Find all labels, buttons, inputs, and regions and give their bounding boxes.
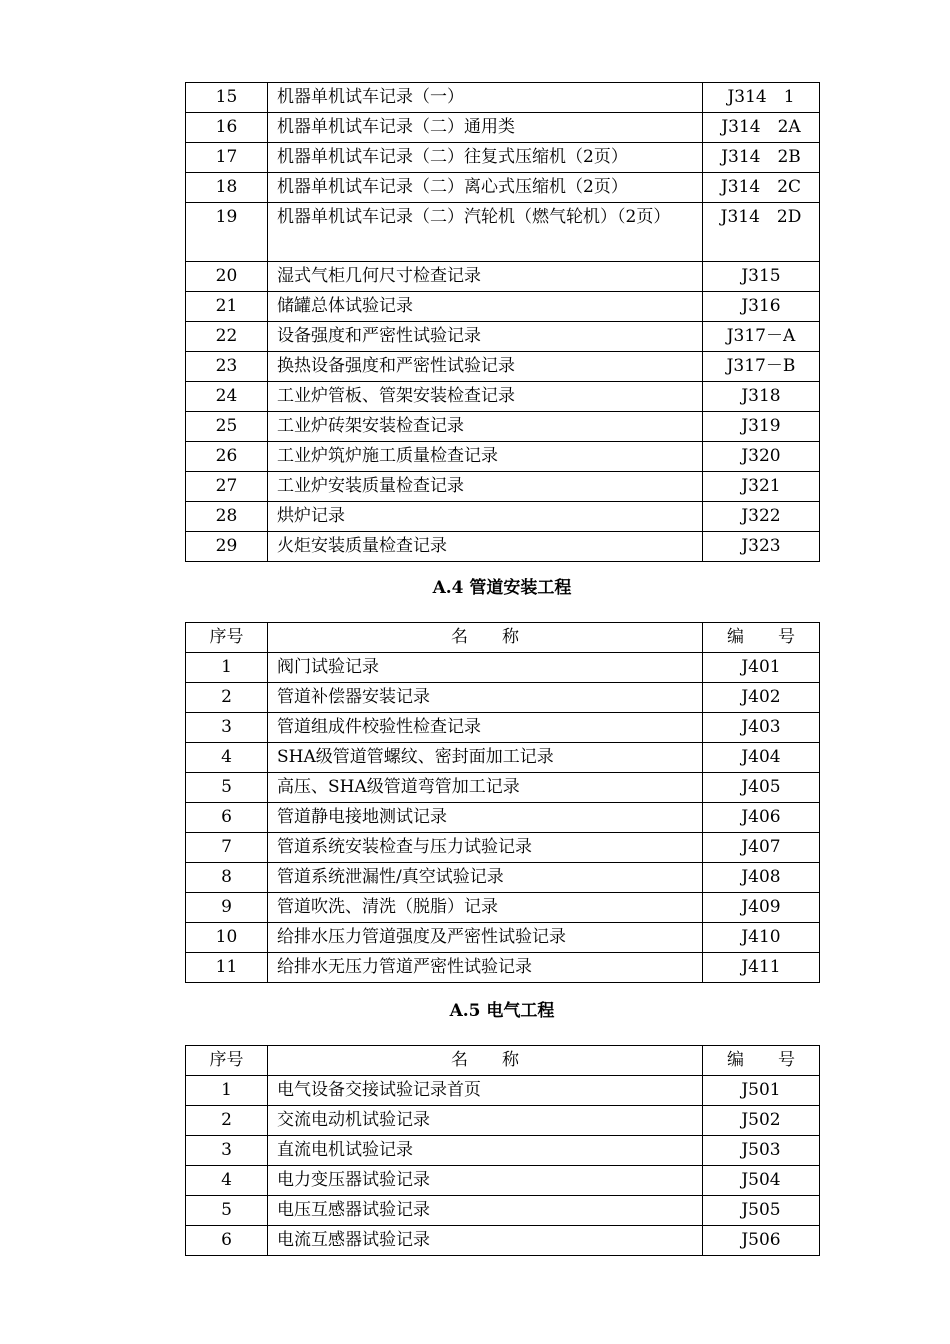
row-number: 16 [186,113,268,143]
row-code: J403 [703,713,820,743]
header-name: 名 称 [268,623,703,653]
row-code: J407 [703,833,820,863]
table-row [186,1166,820,1196]
row-number: 6 [186,803,268,833]
row-number: 17 [186,143,268,173]
row-code: J323 [703,532,820,562]
row-name: 湿式气柜几何尺寸检查记录 [268,262,703,292]
row-code: J314 2C [703,173,820,203]
row-name: 工业炉砖架安装检查记录 [268,412,703,442]
row-code: J319 [703,412,820,442]
row-number: 5 [186,773,268,803]
row-number: 2 [186,1106,268,1136]
row-code: J315 [703,262,820,292]
row-name: 机器单机试车记录（二）汽轮机（燃气轮机）（2页） [268,203,703,262]
table-row [186,203,820,262]
row-code: J405 [703,773,820,803]
row-name: 机器单机试车记录（二）通用类 [268,113,703,143]
table-row [186,653,820,683]
header-number: 序号 [186,623,268,653]
row-name: 电流互感器试验记录 [268,1226,703,1256]
row-name: 管道系统安装检查与压力试验记录 [268,833,703,863]
row-number: 1 [186,653,268,683]
table-row [186,1226,820,1256]
row-code: J410 [703,923,820,953]
table-row [186,292,820,322]
row-name: 火炬安装质量检查记录 [268,532,703,562]
row-code: J506 [703,1226,820,1256]
row-name: 直流电机试验记录 [268,1136,703,1166]
table-row [186,143,820,173]
table-header-row [186,623,820,653]
row-number: 20 [186,262,268,292]
row-name: 管道吹洗、清洗（脱脂）记录 [268,893,703,923]
row-name: 给排水无压力管道严密性试验记录 [268,953,703,983]
row-code: J504 [703,1166,820,1196]
row-code: J314 2B [703,143,820,173]
row-name: 管道静电接地测试记录 [268,803,703,833]
table-row [186,803,820,833]
records-table-a5 [185,1045,820,1256]
row-code: J314 1 [703,83,820,113]
row-number: 24 [186,382,268,412]
row-name: 工业炉管板、管架安装检查记录 [268,382,703,412]
row-name: 机器单机试车记录（一） [268,83,703,113]
row-number: 25 [186,412,268,442]
section-title-a5: A.5 电气工程 [449,1001,555,1021]
row-number: 21 [186,292,268,322]
row-number: 18 [186,173,268,203]
table-row [186,923,820,953]
row-code: J314 2A [703,113,820,143]
row-name: 给排水压力管道强度及严密性试验记录 [268,923,703,953]
row-code: J503 [703,1136,820,1166]
row-code: J322 [703,502,820,532]
row-number: 7 [186,833,268,863]
row-code: J401 [703,653,820,683]
row-name: 电力变压器试验记录 [268,1166,703,1196]
row-code: J501 [703,1076,820,1106]
row-number: 27 [186,472,268,502]
table-row [186,382,820,412]
row-code: J318 [703,382,820,412]
table-row [186,743,820,773]
row-name: 换热设备强度和严密性试验记录 [268,352,703,382]
row-name: 管道系统泄漏性/真空试验记录 [268,863,703,893]
row-code: J402 [703,683,820,713]
table-row [186,502,820,532]
row-name: 工业炉筑炉施工质量检查记录 [268,442,703,472]
table-row [186,713,820,743]
row-code: J411 [703,953,820,983]
row-number: 2 [186,683,268,713]
row-code: J502 [703,1106,820,1136]
table-row [186,773,820,803]
table-row [186,1136,820,1166]
table-row [186,412,820,442]
row-code: J317－B [703,352,820,382]
records-table-a4 [185,622,820,983]
row-number: 4 [186,1166,268,1196]
table-row [186,83,820,113]
table-row [186,953,820,983]
table-row [186,893,820,923]
row-number: 28 [186,502,268,532]
row-code: J314 2D [703,203,820,262]
row-name: 管道组成件校验性检查记录 [268,713,703,743]
row-code: J317－A [703,322,820,352]
row-name: 交流电动机试验记录 [268,1106,703,1136]
row-number: 6 [186,1226,268,1256]
row-number: 5 [186,1196,268,1226]
row-name: 机器单机试车记录（二）往复式压缩机（2页） [268,143,703,173]
row-number: 15 [186,83,268,113]
table-row [186,1106,820,1136]
row-number: 23 [186,352,268,382]
records-table-a3-continued [185,82,820,562]
row-number: 11 [186,953,268,983]
row-code: J408 [703,863,820,893]
row-number: 29 [186,532,268,562]
table-row [186,472,820,502]
row-number: 1 [186,1076,268,1106]
table-row [186,173,820,203]
section-title-a4: A.4 管道安装工程 [432,578,572,598]
row-number: 3 [186,1136,268,1166]
table-row [186,1076,820,1106]
row-number: 4 [186,743,268,773]
header-code: 编 号 [703,623,820,653]
table-row [186,683,820,713]
row-name: 工业炉安装质量检查记录 [268,472,703,502]
row-number: 10 [186,923,268,953]
row-number: 3 [186,713,268,743]
row-code: J320 [703,442,820,472]
row-name: 高压、SHA级管道弯管加工记录 [268,773,703,803]
table-row [186,833,820,863]
header-number: 序号 [186,1046,268,1076]
row-code: J321 [703,472,820,502]
table-row [186,863,820,893]
table-row [186,1196,820,1226]
table-header-row [186,1046,820,1076]
row-name: SHA级管道管螺纹、密封面加工记录 [268,743,703,773]
row-name: 储罐总体试验记录 [268,292,703,322]
table-row [186,442,820,472]
row-number: 8 [186,863,268,893]
row-name: 电压互感器试验记录 [268,1196,703,1226]
row-code: J406 [703,803,820,833]
table-row [186,532,820,562]
row-code: J409 [703,893,820,923]
row-number: 26 [186,442,268,472]
header-code: 编 号 [703,1046,820,1076]
table-row [186,352,820,382]
table-row [186,262,820,292]
table-row [186,113,820,143]
row-code: J404 [703,743,820,773]
row-name: 设备强度和严密性试验记录 [268,322,703,352]
row-name: 管道补偿器安装记录 [268,683,703,713]
row-number: 19 [186,203,268,262]
row-name: 电气设备交接试验记录首页 [268,1076,703,1106]
row-code: J505 [703,1196,820,1226]
row-name: 机器单机试车记录（二）离心式压缩机（2页） [268,173,703,203]
row-name: 阀门试验记录 [268,653,703,683]
row-code: J316 [703,292,820,322]
header-name: 名 称 [268,1046,703,1076]
row-number: 9 [186,893,268,923]
table-row [186,322,820,352]
row-number: 22 [186,322,268,352]
row-name: 烘炉记录 [268,502,703,532]
